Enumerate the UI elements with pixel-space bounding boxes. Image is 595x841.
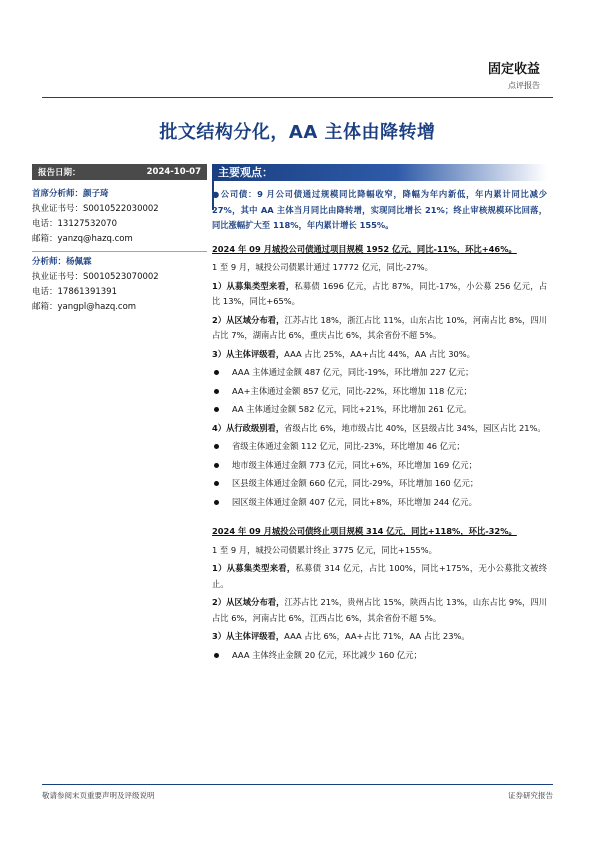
analyst-block-2: [32, 255, 207, 315]
analyst-phone: 电话：17861391391: [32, 287, 117, 297]
list-item: [212, 439, 547, 455]
list-item-text: 地市级主体通过金额 773 亿元，同比+6%，环比增加 169 亿元；: [232, 459, 477, 470]
section-heading-approved: 2024 年 09 月城投公司债通过项目规模 1952 亿元，同比-11%，环比+46%。: [212, 243, 517, 254]
analyst-email[interactable]: 邮箱：yanzq@hazq.com: [32, 234, 133, 244]
analyst-phone: 电话：13127532070: [32, 219, 117, 229]
analyst-cert: 执业证书号：S0010522030002: [32, 204, 159, 214]
summary-paragraph: [212, 187, 547, 234]
section-intro: 1 至 9 月，城投公司债累计通过 17772 亿元，同比-27%。: [212, 262, 433, 272]
paragraph-text: AAA 占比 25%，AA+占比 44%，AA 占比 30%。: [284, 348, 475, 359]
main-content: [212, 164, 547, 663]
bullet-dot-icon: [214, 370, 219, 375]
list-item-text: 园区级主体通过金额 407 亿元，同比+8%，环比增加 244 亿元。: [232, 496, 477, 507]
list-item: [212, 495, 547, 511]
analyst-sidebar: [32, 164, 207, 315]
list-item: [212, 648, 547, 664]
paragraph-lead: 2）从区域分布看，: [212, 314, 285, 325]
paragraph-text: AAA 占比 6%，AA+占比 71%，AA 占比 23%。: [284, 631, 470, 641]
footer-disclaimer: 敬请参阅末页重要声明及评级说明: [42, 791, 155, 800]
footer-divider: [42, 784, 553, 785]
list-item: [212, 365, 547, 381]
report-subcategory: 点评报告: [508, 81, 540, 90]
list-item: [212, 402, 547, 418]
paragraph-lead: 1）从募集类型来看，: [212, 280, 295, 291]
list-item-text: AAA 主体通过金额 487 亿元，同比-19%，环比增加 227 亿元；: [232, 367, 474, 377]
paragraph-lead: 3）从主体评级看，: [212, 631, 285, 641]
section-heading-terminated: 2024 年 09 月城投公司债终止项目规模 314 亿元，同比+118%，环比-32%。: [212, 526, 517, 536]
rating-paragraph: [212, 629, 547, 645]
report-date-label: 报告日期：: [38, 168, 81, 178]
fundraising-type-paragraph: [212, 279, 547, 310]
fundraising-type-paragraph: [212, 561, 547, 592]
report-date-value: 2024-10-07: [146, 167, 201, 177]
main-view-heading: 主要观点：: [212, 164, 547, 181]
list-item-text: AAA 主体终止金额 20 亿元，环比减少 160 亿元；: [232, 649, 422, 660]
paragraph-text: 私募债 1696 亿元，占比 87%，同比-17%，小公募 256 亿元，占比 13%，同比+65%。: [212, 280, 547, 306]
rating-paragraph: [212, 347, 547, 363]
list-item-text: 区县级主体通过金额 660 亿元，同比-29%，环比增加 160 亿元；: [232, 478, 479, 488]
report-date-bar: [32, 164, 207, 180]
region-paragraph: [212, 595, 547, 626]
list-item-text: AA+主体通过金额 857 亿元，同比-22%，环比增加 118 亿元；: [232, 385, 472, 396]
footer-report-type: 证券研究报告: [508, 791, 553, 800]
analyst-name: 首席分析师：颜子琦: [32, 189, 109, 199]
paragraph-text: 江苏占比 18%，浙江占比 11%，山东占比 10%，河南占比 8%，四川占比 7%，湖南占比 6%，重庆占比 6%，其余省份不超 5%。: [212, 314, 547, 340]
summary-text: 公司债：9 月公司债通过规模同比降幅收窄，降幅为年内新低，年内累计同比减少 27%，其中 AA 主体当月同比由降转增，实现同比增长 21%；终止审核规模环比回落，同比涨幅扩大至 118%，年内累计增长 155%。: [212, 189, 547, 230]
paragraph-lead: 4）从行政级别看，: [212, 422, 285, 433]
list-item: [212, 476, 547, 492]
bullet-dot-icon: [214, 653, 219, 658]
bullet-dot-icon: [214, 481, 219, 486]
paragraph-text: 私募债 314 亿元，占比 100%，同比+175%，无小公募批文被终止。: [212, 563, 547, 589]
analyst-name: 分析师：杨佩霖: [32, 257, 92, 267]
section-intro: 1 至 9 月，城投公司债累计终止 3775 亿元，同比+155%。: [212, 544, 437, 555]
analyst-divider: [32, 251, 207, 252]
list-item-text: AA 主体通过金额 582 亿元，同比+21%，环比增加 261 亿元。: [232, 404, 472, 414]
paragraph-lead: 2）从区域分布看，: [212, 597, 285, 607]
list-item: [212, 458, 547, 474]
paragraph-text: 省级占比 6%，地市级占比 40%，区县级占比 34%，园区占比 21%。: [284, 422, 546, 433]
header-divider: [42, 97, 553, 98]
report-category: 固定收益: [487, 62, 540, 77]
bullet-dot-icon: [214, 444, 219, 449]
analyst-cert: 执业证书号：S0010523070002: [32, 272, 159, 282]
paragraph-text: 江苏占比 21%，贵州占比 15%，陕西占比 13%，山东占比 9%，四川占比 6%，河南占比 6%，江西占比 6%，其余省份不超 5%。: [212, 597, 547, 623]
region-paragraph: [212, 313, 547, 344]
bullet-dot-icon: [214, 463, 219, 468]
bullet-dot-icon: [214, 500, 219, 505]
list-item: [212, 384, 547, 400]
bullet-dot-icon: [214, 389, 219, 394]
report-title: 批文结构分化，AA 主体由降转增: [159, 122, 436, 143]
list-item-text: 省级主体通过金额 112 亿元，同比-23%，环比增加 46 亿元；: [232, 441, 465, 451]
summary-bullet-icon: ●: [212, 189, 220, 199]
analyst-block-1: [32, 187, 207, 247]
paragraph-lead: 1）从募集类型来看，: [212, 563, 296, 573]
paragraph-lead: 3）从主体评级看，: [212, 348, 285, 359]
admin-level-paragraph: [212, 421, 547, 437]
bullet-dot-icon: [214, 407, 219, 412]
analyst-email[interactable]: 邮箱：yangpl@hazq.com: [32, 302, 137, 312]
